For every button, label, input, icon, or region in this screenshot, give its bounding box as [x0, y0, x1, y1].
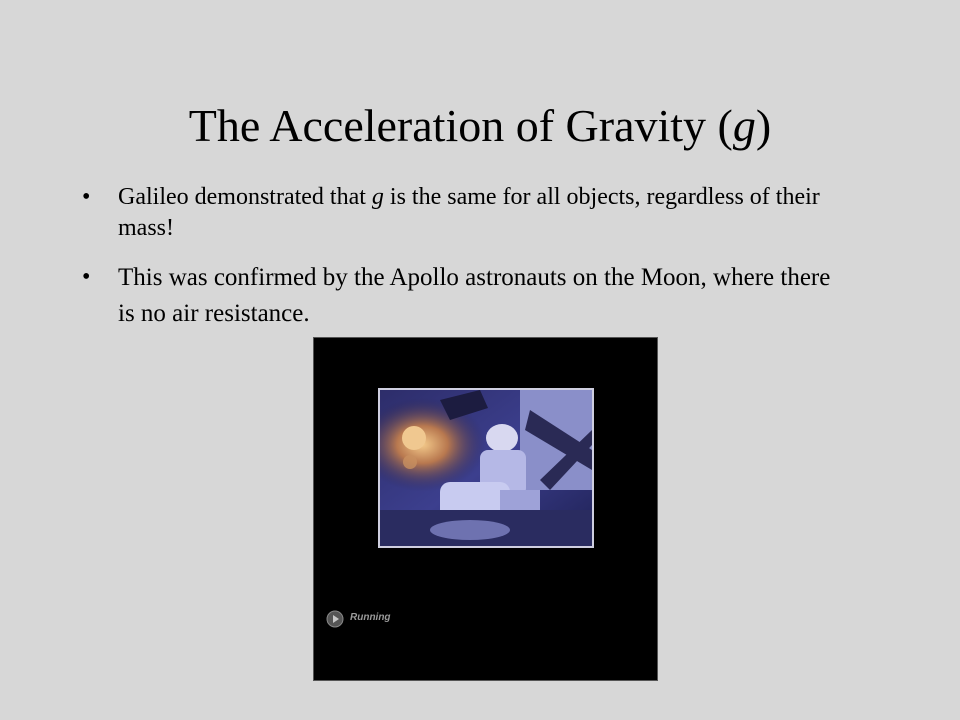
title-suffix: ) [755, 100, 772, 151]
bullet-text-part: Galileo demonstrated that [118, 184, 372, 210]
bullet-variable: g [371, 184, 384, 210]
bullet-text: This was confirmed by the Apollo astronauts on the Moon, where there is no air resistance. [118, 264, 831, 327]
playback-status [326, 608, 456, 632]
video-player[interactable] [313, 337, 658, 681]
bullet-text [118, 182, 838, 244]
bullet-item [0, 182, 960, 252]
bullet-marker: • [82, 184, 91, 210]
title-variable: g [732, 100, 756, 151]
slide-title [0, 96, 960, 156]
play-icon[interactable] [326, 610, 344, 628]
apollo-astronaut-image [380, 390, 592, 546]
bullet-text-part: is the same for all objects, regardless of their mass! [118, 184, 820, 241]
bullet-item [0, 260, 960, 330]
title-prefix: The Acceleration of Gravity ( [188, 100, 733, 151]
status-text: Running [350, 612, 391, 623]
bullet-marker: • [82, 264, 91, 290]
video-still-image [378, 388, 594, 548]
